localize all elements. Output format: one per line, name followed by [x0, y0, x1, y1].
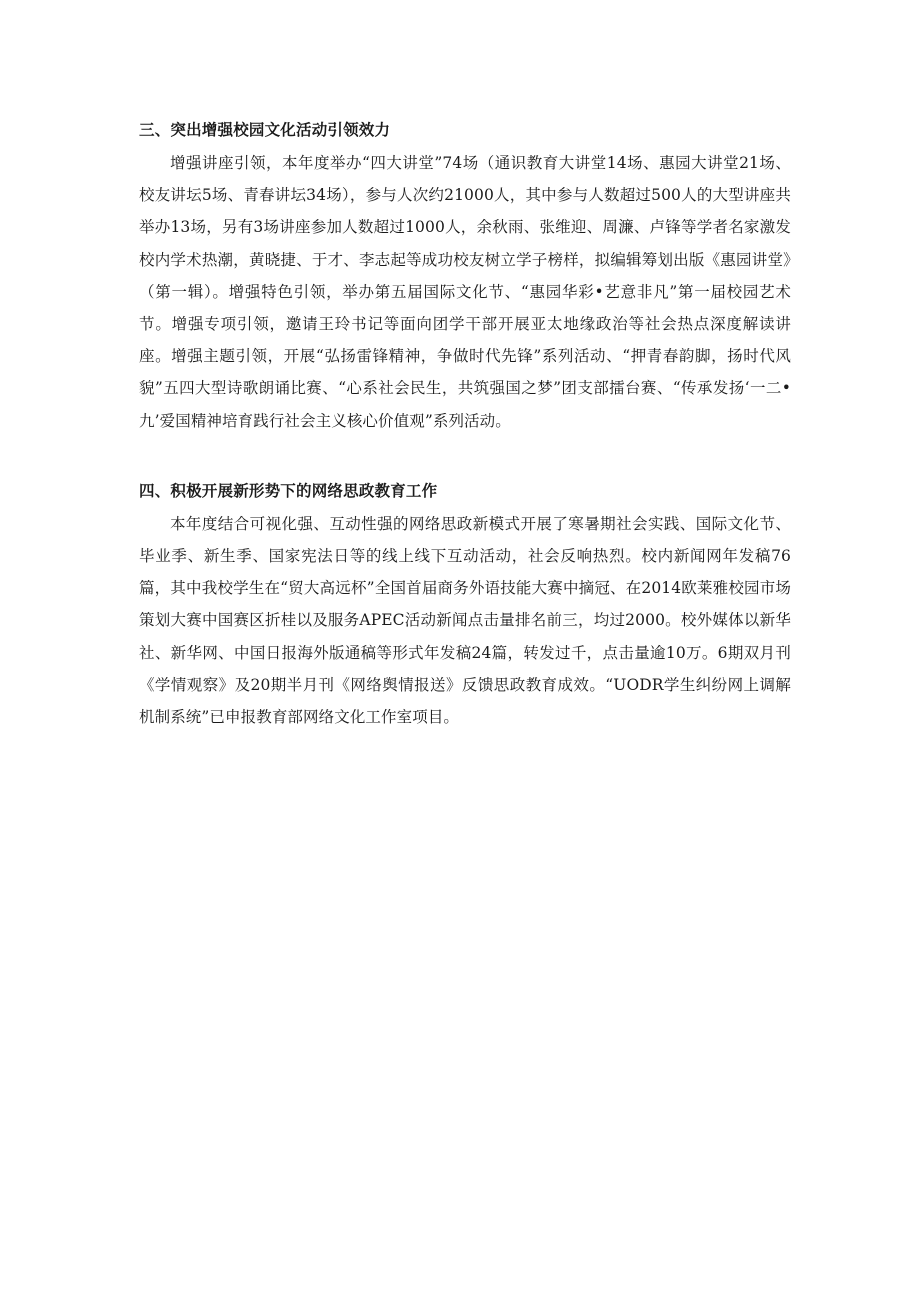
section-paragraph: 本年度结合可视化强、互动性强的网络思政新模式开展了寒暑期社会实践、国际文化节、毕业季、新生季、国家宪法日等的线上线下互动活动，社会反响热烈。校内新闻网年发稿76篇，其中我校学生在“贸大高远杯”全国首届商务外语技能大赛中摘冠、在2014欧莱雅校园市场策划大赛中国赛区折桂以及服务APEC活动新闻点击量排名前三，均过2000。校外媒体以新华社、新华网、中国日报海外版通稿等形式年发稿24篇，转发过千，点击量逾10万。6期双月刊《学情观察》及20期半月刊《网络舆情报送》反馈思政教育成效。“UODR学生纠纷网上调解机制系统”已申报教育部网络文化工作室项目。 — [139, 514, 791, 727]
section-paragraph: 增强讲座引领，本年度举办“四大讲堂”74场（通识教育大讲堂14场、惠园大讲堂21场、校友讲坛5场、青春讲坛34场），参与人次约21000人，其中参与人数超过500人的大型讲座共举办13场，另有3场讲座参加人数超过1000人，余秋雨、张维迎、周濂、卢锋等学者名家激发校内学术热潮，黄晓捷、于才、李志起等成功校友树立学子榜样，拟编辑筹划出版《惠园讲堂》（第一辑）。增强特色引领，举办第五届国际文化节、“惠园华彩•艺意非凡”第一届校园艺术节。增强专项引领，邀请王玲书记等面向团学干部开展亚太地缘政治等社会热点深度解读讲座。增强主题引领，开展“弘扬雷锋精神，争做时代先锋”系列活动、“押青春韵脚，扬时代风貌”五四大型诗歌朗诵比赛、“心系社会民生，共筑强国之梦”团支部擂台赛、“传承发扬‘一二•九’爱国精神培育践行社会主义核心价值观”系列活动。 — [139, 154, 791, 430]
document-body — [139, 115, 791, 733]
section-heading: 三、突出增强校园文化活动引领效力 — [139, 121, 391, 139]
section-4 — [139, 476, 791, 733]
section-heading: 四、积极开展新形势下的网络思政教育工作 — [139, 481, 438, 500]
section-3 — [139, 115, 791, 437]
